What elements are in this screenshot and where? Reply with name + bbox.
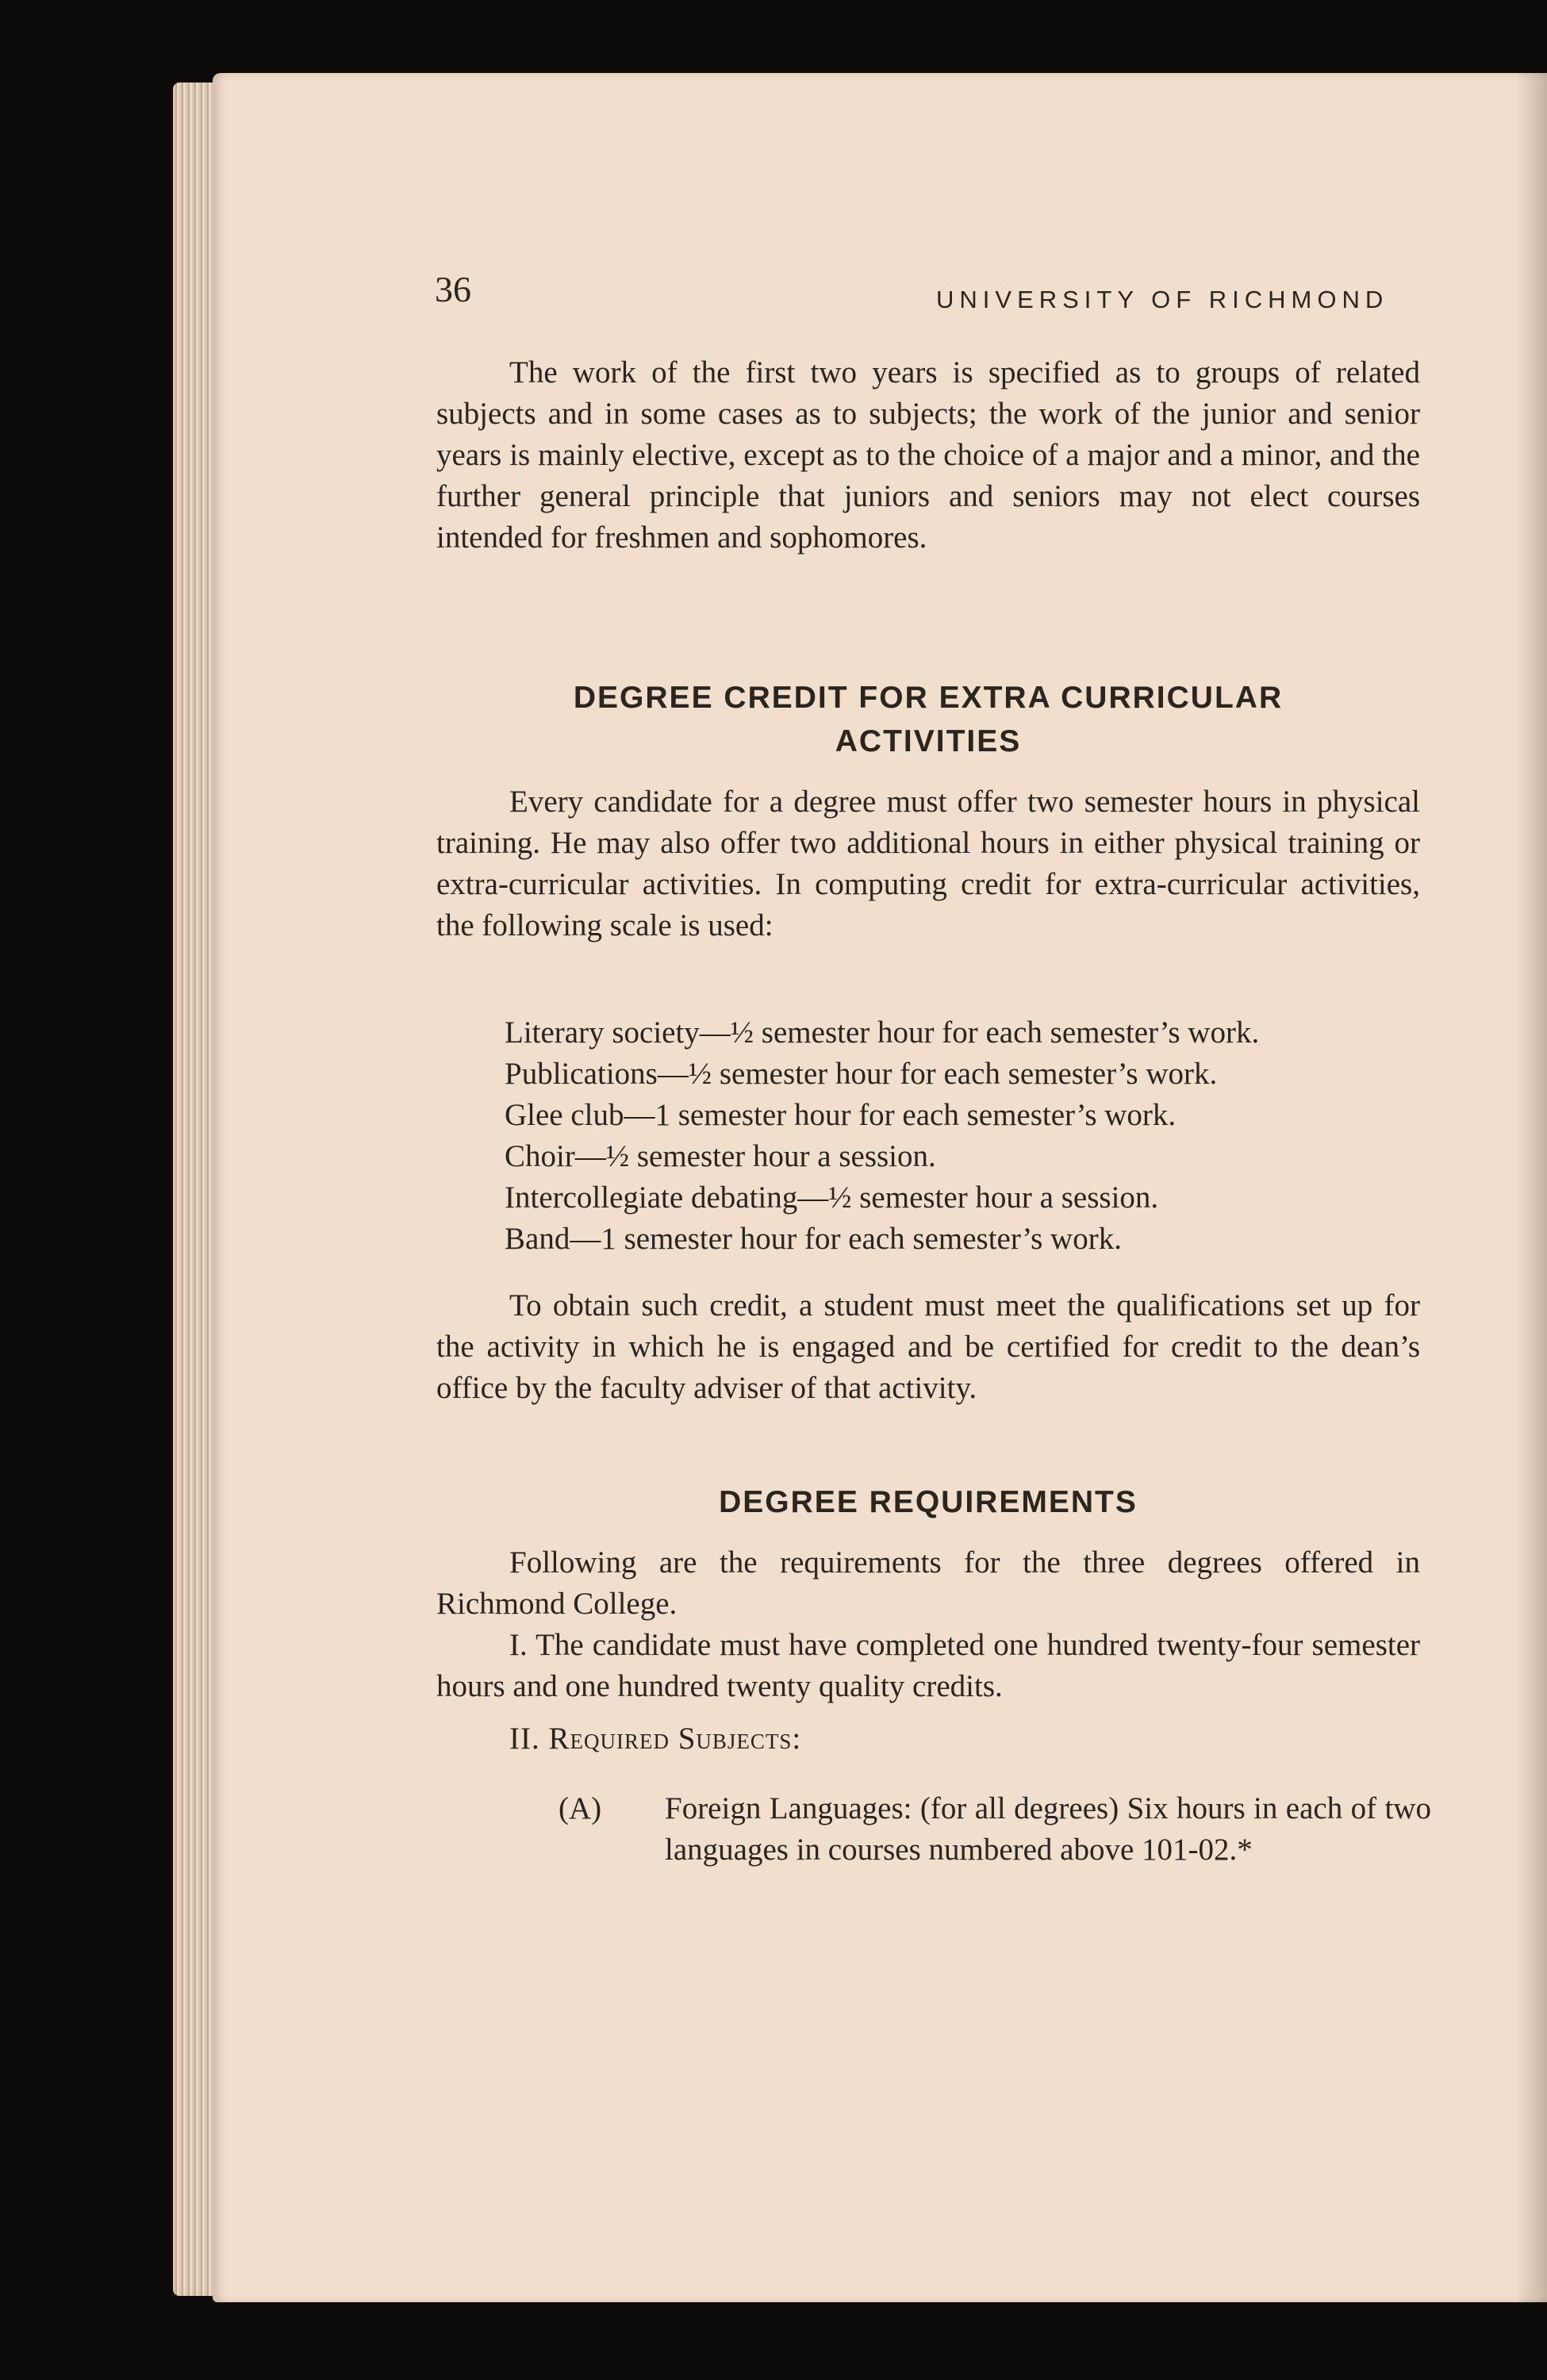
degree-requirements-intro: Following are the requirements for the three degrees offered in Richmond College. xyxy=(436,1545,1420,1621)
heading-degree-requirements: DEGREE REQUIREMENTS xyxy=(719,1485,1138,1519)
degree-requirements-block xyxy=(436,1542,1420,1760)
list-item: Literary society—½ semester hour for each semester’s work. xyxy=(505,1015,1260,1050)
requirement-item-A-label: (A) xyxy=(559,1791,602,1825)
requirement-item-A xyxy=(559,1788,1431,1871)
list-item: Band—1 semester hour for each semester’s work. xyxy=(505,1222,1122,1256)
list-item: Choir—½ semester hour a session. xyxy=(505,1139,936,1173)
requirement-item-A-text: Foreign Languages: (for all degrees) Six hours in each of two languages in courses numbered above 101-02.* xyxy=(665,1791,1431,1867)
heading-extra-curricular xyxy=(436,676,1420,763)
page-number: 36 xyxy=(435,269,471,309)
extra-curricular-paragraph-block xyxy=(436,781,1420,946)
running-head: UNIVERSITY OF RICHMOND xyxy=(936,286,1389,313)
requirement-item-I: I. The candidate must have completed one hundred twenty-four semester hours and one hundred twenty quality credits. xyxy=(436,1628,1420,1703)
list-item: Publications—½ semester hour for each semester’s work. xyxy=(505,1057,1218,1091)
closing-paragraph: To obtain such credit, a student must meet the qualifications set up for the activity in which he is engaged and be certified for credit to the dean’s office by the faculty adviser of that activity. xyxy=(436,1288,1420,1405)
required-subjects-label: II. Required Subjects: xyxy=(509,1722,802,1756)
intro-paragraph: The work of the first two years is specified as to groups of related subjects and in some cases as to subjects; the work of the junior and senior years is mainly elective, except as to the choice of a major and a minor, and the further general principle that juniors and seniors may not elect courses intended for freshmen and sophomores. xyxy=(436,355,1420,555)
list-item: Glee club—1 semester hour for each semester’s work. xyxy=(505,1098,1177,1132)
credit-scale-list xyxy=(505,1012,1441,1260)
heading-extra-curricular-line1: DEGREE CREDIT FOR EXTRA CURRICULAR xyxy=(573,681,1284,715)
intro-paragraph-block xyxy=(436,352,1420,559)
list-item: Intercollegiate debating—½ semester hour a session. xyxy=(505,1180,1159,1215)
extra-curricular-paragraph: Every candidate for a degree must offer two semester hours in physical training. He may also offer two additional hours in either physical training or extra-curricular activities. In computing credit for extra-curricular activities, the following scale is used: xyxy=(436,785,1420,942)
heading-extra-curricular-line2: ACTIVITIES xyxy=(835,724,1022,758)
closing-paragraph-block xyxy=(436,1285,1420,1409)
